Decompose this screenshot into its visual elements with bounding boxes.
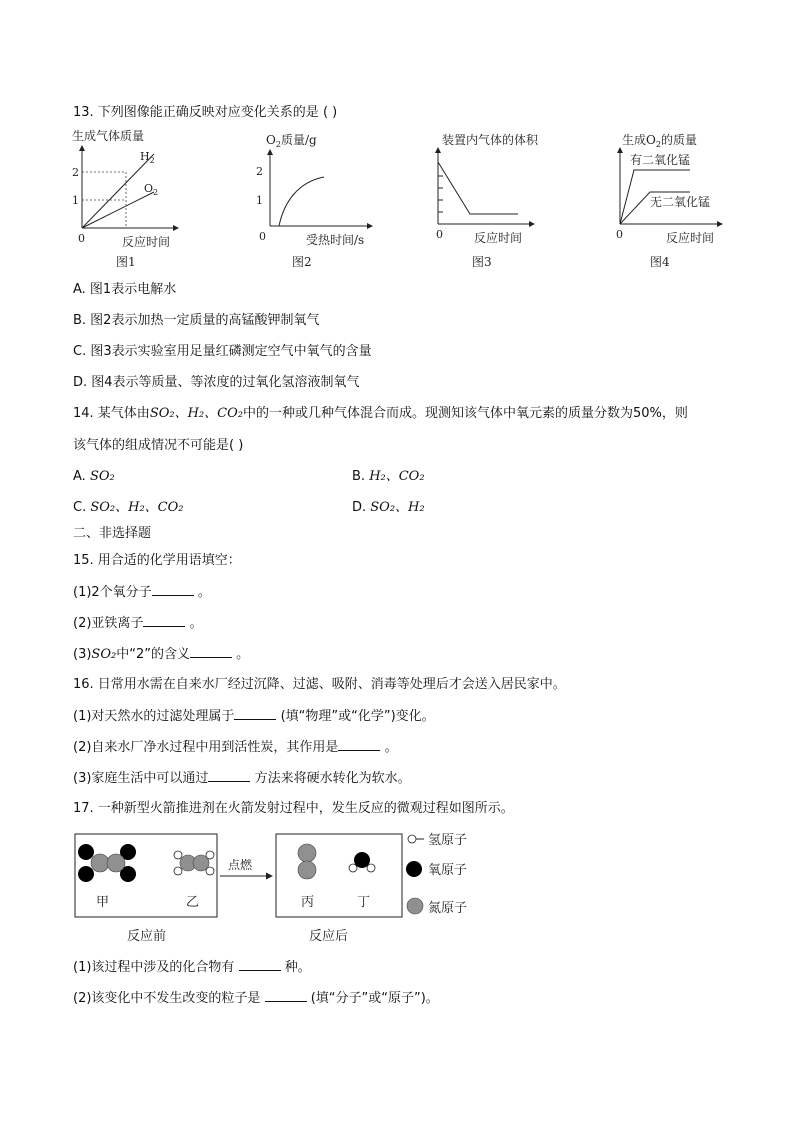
fig3-curve: [438, 162, 518, 214]
svg-text:2: 2: [72, 166, 79, 179]
legend-oxygen: [406, 861, 467, 878]
oxygen-atom: [78, 866, 94, 882]
q16-part3: (3)家庭生活中可以通过 方法来将硬水转化为软水。: [73, 771, 411, 786]
q13-option-d: D. 图4表示等质量、等浓度的过氧化氢溶液制氧气: [73, 375, 360, 390]
answer-blank: [152, 583, 194, 596]
svg-text:2: 2: [256, 165, 263, 178]
svg-text:氢原子: 氢原子: [428, 833, 468, 848]
svg-text:0: 0: [436, 228, 443, 241]
q14-stem-line2: 该气体的组成情况不可能是( ): [73, 438, 244, 453]
nitrogen-atom: [298, 844, 316, 862]
q14-option-b: B. H₂、CO₂: [352, 469, 425, 484]
nitrogen-atom: [91, 854, 109, 872]
section-heading: 二、非选择题: [73, 526, 152, 541]
atom-legend: [402, 826, 512, 922]
svg-text:装置内气体的体积: 装置内气体的体积: [442, 133, 539, 147]
molecule-jia: [78, 844, 136, 882]
label-bing: 丙: [301, 895, 315, 910]
figure-1: [72, 128, 178, 269]
after-box: [276, 834, 402, 917]
label-after: 反应后: [309, 929, 349, 944]
nitrogen-atom: [107, 854, 125, 872]
figure-3: [436, 132, 539, 269]
hydrogen-atom: [349, 864, 357, 872]
hydrogen-atom: [174, 867, 182, 875]
svg-text:氮原子: 氮原子: [428, 901, 468, 916]
hydrogen-icon: [408, 835, 416, 843]
answer-blank: [265, 989, 307, 1002]
q15-part1: (1)2个氧分子 。: [73, 585, 211, 600]
fig1-ylabel: 生成气体质量: [72, 129, 145, 143]
q13-option-b: B. 图2表示加热一定质量的高锰酸钾制氧气: [73, 313, 320, 328]
answer-blank: [239, 958, 281, 971]
hydrogen-atom: [174, 851, 182, 859]
figure-4: [616, 132, 722, 269]
svg-text:H2: $H_2$: [140, 150, 155, 165]
svg-text:反应时间: 反应时间: [666, 231, 715, 245]
label-yi: 乙: [186, 895, 200, 910]
svg-text:反应时间: 反应时间: [474, 231, 523, 245]
svg-text:无二氧化锰: 无二氧化锰: [650, 195, 711, 209]
oxygen-icon: [406, 861, 422, 877]
svg-text:氧原子: 氧原子: [428, 863, 468, 878]
molecule-yi: [174, 851, 214, 875]
q17-part1: (1)该过程中涉及的化合物有 种。: [73, 960, 311, 975]
q13-stem: 13. 下列图像能正确反映对应变化关系的是 ( ): [73, 105, 338, 120]
q15-part3: (3)SO₂中“2”的含义 。: [73, 647, 250, 662]
svg-text:0: 0: [78, 232, 85, 245]
q13-figures: [60, 124, 740, 274]
answer-blank: [190, 645, 232, 658]
q15-stem: 15. 用合适的化学用语填空：: [73, 553, 241, 568]
oxygen-atom: [78, 844, 94, 860]
nitrogen-atom: [298, 861, 316, 879]
hydrogen-atom: [367, 864, 375, 872]
answer-blank: [338, 738, 380, 751]
oxygen-atom: [354, 852, 370, 868]
fig3-caption: 图3: [472, 255, 492, 269]
q17-stem: 17. 一种新型火箭推进剂在火箭发射过程中，发生反应的微观过程如图所示。: [73, 801, 514, 816]
q17-part2: (2)该变化中不发生改变的粒子是 (填“分子”或“原子”)。: [73, 991, 439, 1006]
q15-part2: (2)亚铁离子 。: [73, 616, 203, 631]
nitrogen-atom: [193, 855, 209, 871]
q13-option-a: A. 图1表示电解水: [73, 282, 177, 297]
q16-stem: 16. 日常用水需在自来水厂经过沉降、过滤、吸附、消毒等处理后才会送入居民家中。: [73, 677, 566, 692]
label-jia: 甲: [96, 895, 110, 910]
svg-text:0: 0: [259, 230, 266, 243]
answer-blank: [208, 769, 250, 782]
q16-part2: (2)自来水厂净水过程中用到活性炭，其作用是 。: [73, 740, 398, 755]
figure-2: [256, 132, 372, 269]
fig2-caption: 图2: [292, 255, 312, 269]
molecule-bing: [298, 844, 316, 879]
svg-text:1: 1: [256, 194, 263, 207]
svg-text:O2: $O_2$: [144, 182, 159, 197]
arrow-label: 点燃: [228, 858, 253, 872]
q14-option-c: C. SO₂、H₂、CO₂: [73, 500, 184, 515]
fig4-caption: 图4: [650, 255, 670, 269]
fig2-curve: [279, 177, 324, 226]
q14-option-d: D. SO₂、H₂: [352, 500, 425, 515]
label-before: 反应前: [127, 929, 167, 944]
answer-blank: [234, 707, 276, 720]
svg-text:0: 0: [616, 228, 623, 241]
q13-option-c: C. 图3表示实验室用足量红磷测定空气中氧气的含量: [73, 344, 372, 359]
svg-text:有二氧化锰: 有二氧化锰: [630, 153, 691, 167]
q16-part1: (1)对天然水的过滤处理属于 (填“物理”或“化学”)变化。: [73, 709, 435, 724]
svg-text:反应时间: 反应时间: [122, 235, 171, 249]
legend-nitrogen: [407, 898, 467, 916]
q14-stem: 14. 某气体由SO₂、H₂、CO₂中的一种或几种气体混合而成。现测知该气体中氧元素的质量分数为50%，则: [73, 406, 688, 421]
legend-hydrogen: [408, 833, 467, 848]
svg-text:生成O2的质量: 生成$O_2$的质量: [622, 133, 697, 149]
nitrogen-icon: [407, 898, 423, 914]
answer-blank: [143, 614, 185, 627]
label-ding: 丁: [357, 895, 371, 910]
svg-text:O2质量/g: $O_2$质量/g: [266, 133, 317, 149]
svg-text:1: 1: [72, 194, 79, 207]
fig1-caption: 图1: [116, 255, 136, 269]
molecule-ding: [349, 852, 375, 872]
q14-option-a: A. SO₂: [73, 469, 115, 484]
fig1-o2-line: [82, 192, 154, 228]
svg-text:受热时间/s: 受热时间/s: [306, 233, 365, 247]
